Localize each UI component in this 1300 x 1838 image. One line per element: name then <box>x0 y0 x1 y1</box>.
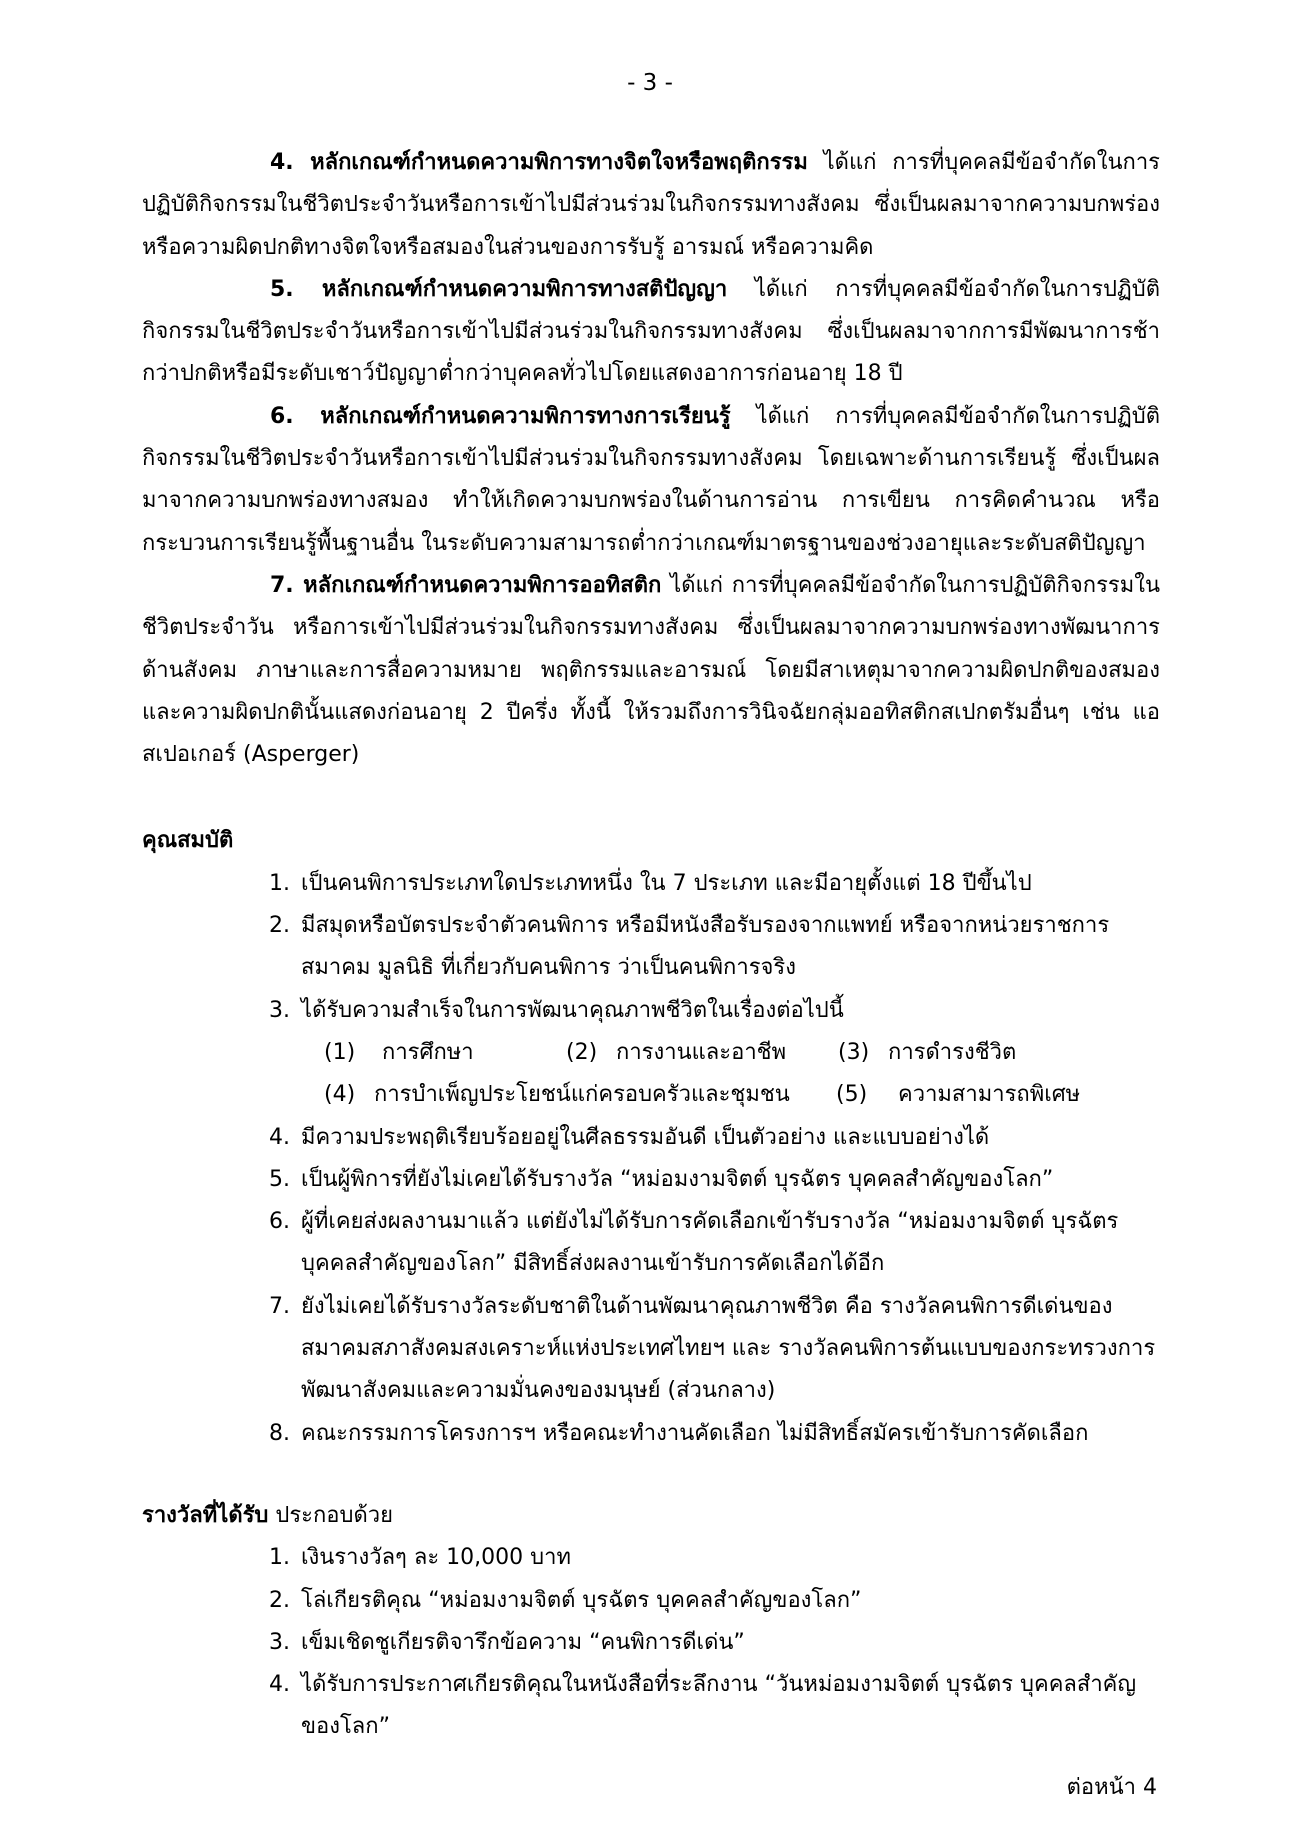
criterion-text: ได้แก่ การที่บุคคลมีข้อจำกัดในการปฏิบัติกิจกรรมในชีวิตประจำวันหรือการเข้าไปมีส่วนร่วมในกิจกรรมทางสังคม ซึ่งเป็นผลมาจากความบกพร่องหรือความผิดปกติทางจิตใจหรือสมองในส่วนของการรับรู้ อารมณ์ หรือความคิด <box>142 150 1160 260</box>
item-number: 5. <box>269 1166 290 1192</box>
item-text: คณะกรรมการโครงการฯ หรือคณะทำงานคัดเลือก ไม่มีสิทธิ์สมัครเข้ารับการคัดเลือก <box>301 1420 1089 1446</box>
continued-on-page: ต่อหน้า 4 <box>1066 1775 1157 1800</box>
item-text: มีสมุดหรือบัตรประจำตัวคนพิการ หรือมีหนังสือรับรองจากแพทย์ หรือจากหน่วยราชการ สมาคม มูลนิธิ ที่เกี่ยวกับคนพิการ ว่าเป็นคนพิการจริง <box>301 913 1110 981</box>
item-number: 2. <box>269 1587 290 1613</box>
sub-item-number: (2) <box>566 1039 598 1065</box>
criterion-text: ได้แก่ การที่บุคคลมีข้อจำกัดในการปฏิบัติกิจกรรมในชีวิตประจำวัน หรือการเข้าไปมีส่วนร่วมในกิจกรรมทางสังคม ซึ่งเป็นผลมาจากความบกพร่องทางพัฒนาการด้านสังคม ภาษาและการสื่อความหมาย พฤติกรรมและอารมณ์ โดยมีสาเหตุมาจากความผิดปกติของสมอง และความผิดปกตินั้นแสดงก่อนอายุ 2 ปีครึ่ง ทั้งนี้ ให้รวมถึงการวินิจฉัยกลุ่มออทิสติกสเปกตรัมอื่นๆ เช่น แอสเปอเกอร์ (Asperger) <box>142 572 1160 768</box>
criterion-title: 5. หลักเกณฑ์กำหนดความพิการทางสติปัญญา <box>270 276 728 302</box>
item-text: เข็มเชิดชูเกียรติจารึกข้อความ “คนพิการดีเด่น” <box>301 1629 745 1655</box>
sub-item-row <box>269 1074 1160 1116</box>
item-number: 3. <box>269 1629 290 1655</box>
criterion-text: ได้แก่ การที่บุคคลมีข้อจำกัดในการปฏิบัติกิจกรรมในชีวิตประจำวันหรือการเข้าไปมีส่วนร่วมในกิจกรรมทางสังคม ซึ่งเป็นผลมาจากการมีพัฒนาการช้ากว่าปกติหรือมีระดับเชาว์ปัญญาต่ำกว่าบุคคลทั่วไปโดยแสดงอาการก่อนอายุ 18 ปี <box>142 276 1160 387</box>
item-number: 4. <box>269 1672 290 1698</box>
item-number: 1. <box>269 870 290 896</box>
criterion-title: 6. หลักเกณฑ์กำหนดความพิการทางการเรียนรู้ <box>270 403 731 429</box>
sub-item-number: (4) <box>324 1082 356 1108</box>
awards-heading-title: รางวัลที่ได้รับ <box>142 1502 269 1528</box>
list-item <box>269 1622 1160 1664</box>
list-item <box>269 1117 1160 1159</box>
item-number: 3. <box>269 997 290 1023</box>
item-text: ผู้ที่เคยส่งผลงานมาแล้ว แต่ยังไม่ได้รับการคัดเลือกเข้ารับรางวัล “หม่อมงามจิตต์ บุรฉัตร บุคคลสำคัญของโลก” มีสิทธิ์ส่งผลงานเข้ารับการคัดเลือกได้อีก <box>301 1209 1119 1277</box>
list-item <box>269 990 1160 1032</box>
list-item <box>269 1201 1160 1286</box>
criterion-4 <box>142 142 1160 269</box>
list-item <box>269 1286 1160 1413</box>
qualifications-list <box>142 863 1160 1455</box>
awards-heading <box>142 1495 1160 1537</box>
sub-item-number: (1) <box>324 1039 356 1065</box>
sub-item-number: (3) <box>838 1039 870 1065</box>
item-text: ได้รับความสำเร็จในการพัฒนาคุณภาพชีวิตในเรื่องต่อไปนี้ <box>301 997 844 1023</box>
list-item <box>269 1664 1160 1749</box>
list-item <box>269 863 1160 905</box>
sub-item-row <box>269 1032 1160 1074</box>
criterion-title: 4. หลักเกณฑ์กำหนดความพิการทางจิตใจหรือพฤติกรรม <box>270 150 808 175</box>
sub-item-text: การงานและอาชีพ <box>616 1039 787 1065</box>
item-number: 7. <box>269 1293 290 1319</box>
qualifications-heading: คุณสมบัติ <box>142 828 234 854</box>
item-number: 6. <box>269 1209 290 1235</box>
awards-heading-suffix: ประกอบด้วย <box>268 1502 394 1528</box>
criterion-title: 7. หลักเกณฑ์กำหนดความพิการออทิสติก <box>270 572 662 598</box>
list-item <box>269 1537 1160 1579</box>
item-text: ยังไม่เคยได้รับรางวัลระดับชาติในด้านพัฒนาคุณภาพชีวิต คือ รางวัลคนพิการดีเด่นของสมาคมสภาสังคมสงเคราะห์แห่งประเทศไทยฯ และ รางวัลคนพิการต้นแบบของกระทรวงการพัฒนาสังคมและความมั่นคงของมนุษย์ (ส่วนกลาง) <box>301 1293 1156 1404</box>
list-item <box>269 1159 1160 1201</box>
item-number: 4. <box>269 1124 290 1150</box>
document-body <box>142 142 1160 1749</box>
item-number: 1. <box>269 1545 290 1571</box>
list-item <box>269 905 1160 990</box>
item-number: 2. <box>269 913 290 939</box>
list-item <box>269 1413 1160 1455</box>
criterion-7 <box>142 565 1160 776</box>
sub-item-text: การดำรงชีวิต <box>888 1039 1017 1065</box>
sub-item-text: การบำเพ็ญประโยชน์แก่ครอบครัวและชุมชน <box>374 1082 790 1108</box>
sub-item-text: การศึกษา <box>382 1039 474 1065</box>
criterion-6 <box>142 396 1160 565</box>
item-text: เป็นคนพิการประเภทใดประเภทหนึ่ง ใน 7 ประเภท และมีอายุตั้งแต่ 18 ปีขึ้นไป <box>301 870 1032 896</box>
item-text: เงินรางวัลๆ ละ 10,000 บาท <box>301 1545 571 1571</box>
page-number: - 3 - <box>627 70 673 96</box>
item-number: 8. <box>269 1420 290 1446</box>
criterion-text: ได้แก่ การที่บุคคลมีข้อจำกัดในการปฏิบัติกิจกรรมในชีวิตประจำวันหรือการเข้าไปมีส่วนร่วมในกิจกรรมทางสังคม โดยเฉพาะด้านการเรียนรู้ ซึ่งเป็นผลมาจากความบกพร่องทางสมอง ทำให้เกิดความบกพร่องในด้านการอ่าน การเขียน การคิดคำนวณ หรือกระบวนการเรียนรู้พื้นฐานอื่น ในระดับความสามารถต่ำกว่าเกณฑ์มาตรฐานของช่วงอายุและระดับสติปัญญา <box>142 403 1161 556</box>
item-text: เป็นผู้พิการที่ยังไม่เคยได้รับรางวัล “หม่อมงามจิตต์ บุรฉัตร บุคคลสำคัญของโลก” <box>301 1166 1054 1192</box>
item-text: โล่เกียรติคุณ “หม่อมงามจิตต์ บุรฉัตร บุคคลสำคัญของโลก” <box>301 1587 862 1613</box>
sub-item-text: ความสามารถพิเศษ <box>898 1082 1081 1108</box>
criterion-5 <box>142 269 1160 396</box>
item-text: มีความประพฤติเรียบร้อยอยู่ในศีลธรรมอันดี เป็นตัวอย่าง และแบบอย่างได้ <box>301 1124 990 1150</box>
sub-item-number: (5) <box>836 1082 868 1108</box>
item-text: ได้รับการประกาศเกียรติคุณในหนังสือที่ระลึกงาน “วันหม่อมงามจิตต์ บุรฉัตร บุคคลสำคัญของโลก” <box>301 1672 1137 1740</box>
list-item <box>269 1580 1160 1622</box>
awards-list <box>142 1537 1160 1748</box>
